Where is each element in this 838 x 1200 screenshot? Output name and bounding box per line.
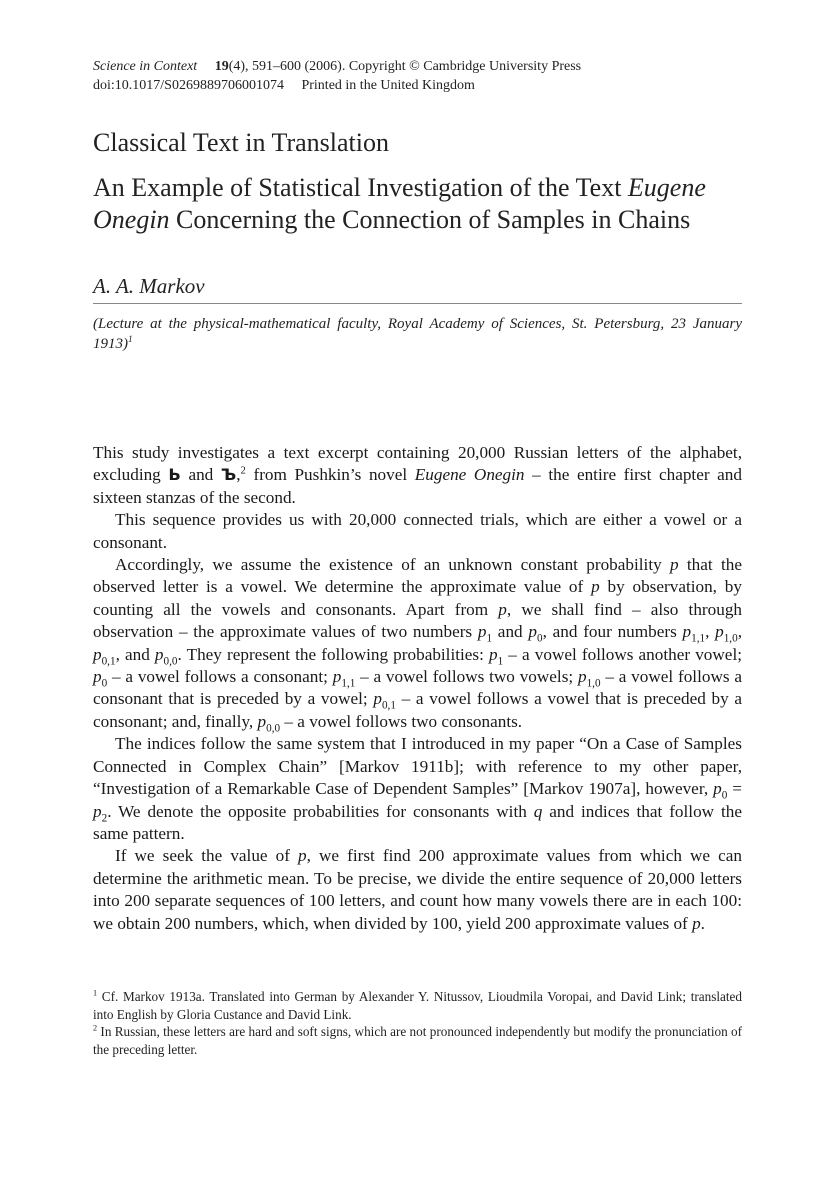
- novel-title: Eugene Onegin: [414, 465, 525, 485]
- title-part-1: An Example of Statistical Investigation of the Text: [93, 173, 628, 202]
- doi: doi:10.1017/S0269889706001074: [93, 78, 284, 93]
- author-name: A. A. Markov: [93, 274, 205, 298]
- footnote-2: $^2$ In Russian, these letters are hard and soft signs, which are not pronounced independently but modify the pronunciation of the preceding letter.: [93, 1023, 742, 1057]
- paragraph-5: If we seek the value of p, we first find 200 approximate values from which we can determine the arithmetic mean. To be precise, we divide the entire sequence of 20,000 letters into 200 separate sequences of 100 letters, and count how many vowels there are in each 100: we obtain 200 numbers, which, when divided by 100, yield 200 approximate values of p.: [93, 846, 742, 933]
- printed-note: Printed in the United Kingdom: [301, 78, 475, 93]
- footnotes: [93, 988, 742, 1058]
- journal-name: Science in Context: [93, 59, 198, 74]
- body-text: [93, 442, 742, 935]
- footnote-ref-2: 2: [240, 465, 246, 477]
- lecture-note: [93, 314, 742, 354]
- citation-line: [93, 57, 581, 76]
- running-header: [93, 57, 581, 95]
- footnote-mark: 1: [93, 988, 98, 998]
- paragraph-4: The indices follow the same system that I introduced in my paper “On a Case of Samples Connected in Complex Chain” [Markov 1911b]; with reference to my other paper, “Investigation of a Remarkable Case of Dependent Samples” [Markov 1907a], however, $p_0 = p_2$. We denote the opposite probabilities for consonants with q and indices that follow the same pattern.: [93, 734, 743, 843]
- volume-number: 19: [214, 59, 229, 74]
- hard-sign: Ъ: [220, 465, 237, 485]
- title-part-2: Concerning the Connection of Samples in Chains: [169, 205, 691, 234]
- section-kicker: Classical Text in Translation: [93, 128, 389, 157]
- doi-line: [93, 76, 581, 95]
- soft-sign: Ь: [168, 465, 181, 485]
- paragraph-2: This sequence provides us with 20,000 connected trials, which are either a vowel or a consonant.: [93, 510, 742, 552]
- footnote-1: $^1$ Cf. Markov 1913a. Translated into German by Alexander Y. Nitussov, Lioudmila Voropai, and David Link; translated into English by Gloria Custance and David Link.: [93, 988, 742, 1022]
- issue-pages: (4), 591–600 (2006). Copyright © Cambridge University Press: [228, 59, 582, 74]
- paragraph-3: Accordingly, we assume the existence of an unknown constant probability p that the observed letter is a vowel. We determine the approximate value of p by observation, by counting all the vowels and consonants. Apart from p, we shall find – also through observation – the approximate values of two numbers $p_1$ and $p_0$, and four numbers $p_{1,1}$, $p_{1,0}$, $p_{0,1}$, and $p_{0,0}$. They represent the following probabilities: $p_1$ – a vowel follows another vowel; $p_0$ – a vowel follows a consonant; $p_{1,1}$ – a vowel follows two vowels; $p_{1,0}$ – a vowel follows a consonant that is preceded by a vowel; $p_{0,1}$ – a vowel follows a vowel that is preceded by a consonant; and, finally, $p_{0,0}$ – a vowel follows two consonants.: [93, 555, 743, 735]
- footnote-ref-1: 1: [128, 335, 133, 345]
- lecture-text: (Lecture at the physical-mathematical faculty, Royal Academy of Sciences, St. Petersburg, 23 January 1913): [93, 316, 742, 352]
- footnote-mark: 2: [93, 1023, 98, 1033]
- paragraph-1: This study investigates a text excerpt containing 20,000 Russian letters of the alphabet, excluding Ь and Ъ,$^2$ from Pushkin’s novel Eugene Onegin – the entire first chapter and sixteen stanzas of the second.: [93, 443, 742, 507]
- article-title: [93, 172, 773, 236]
- author-divider: [93, 303, 742, 304]
- title-italic: Eugene Onegin: [93, 173, 706, 234]
